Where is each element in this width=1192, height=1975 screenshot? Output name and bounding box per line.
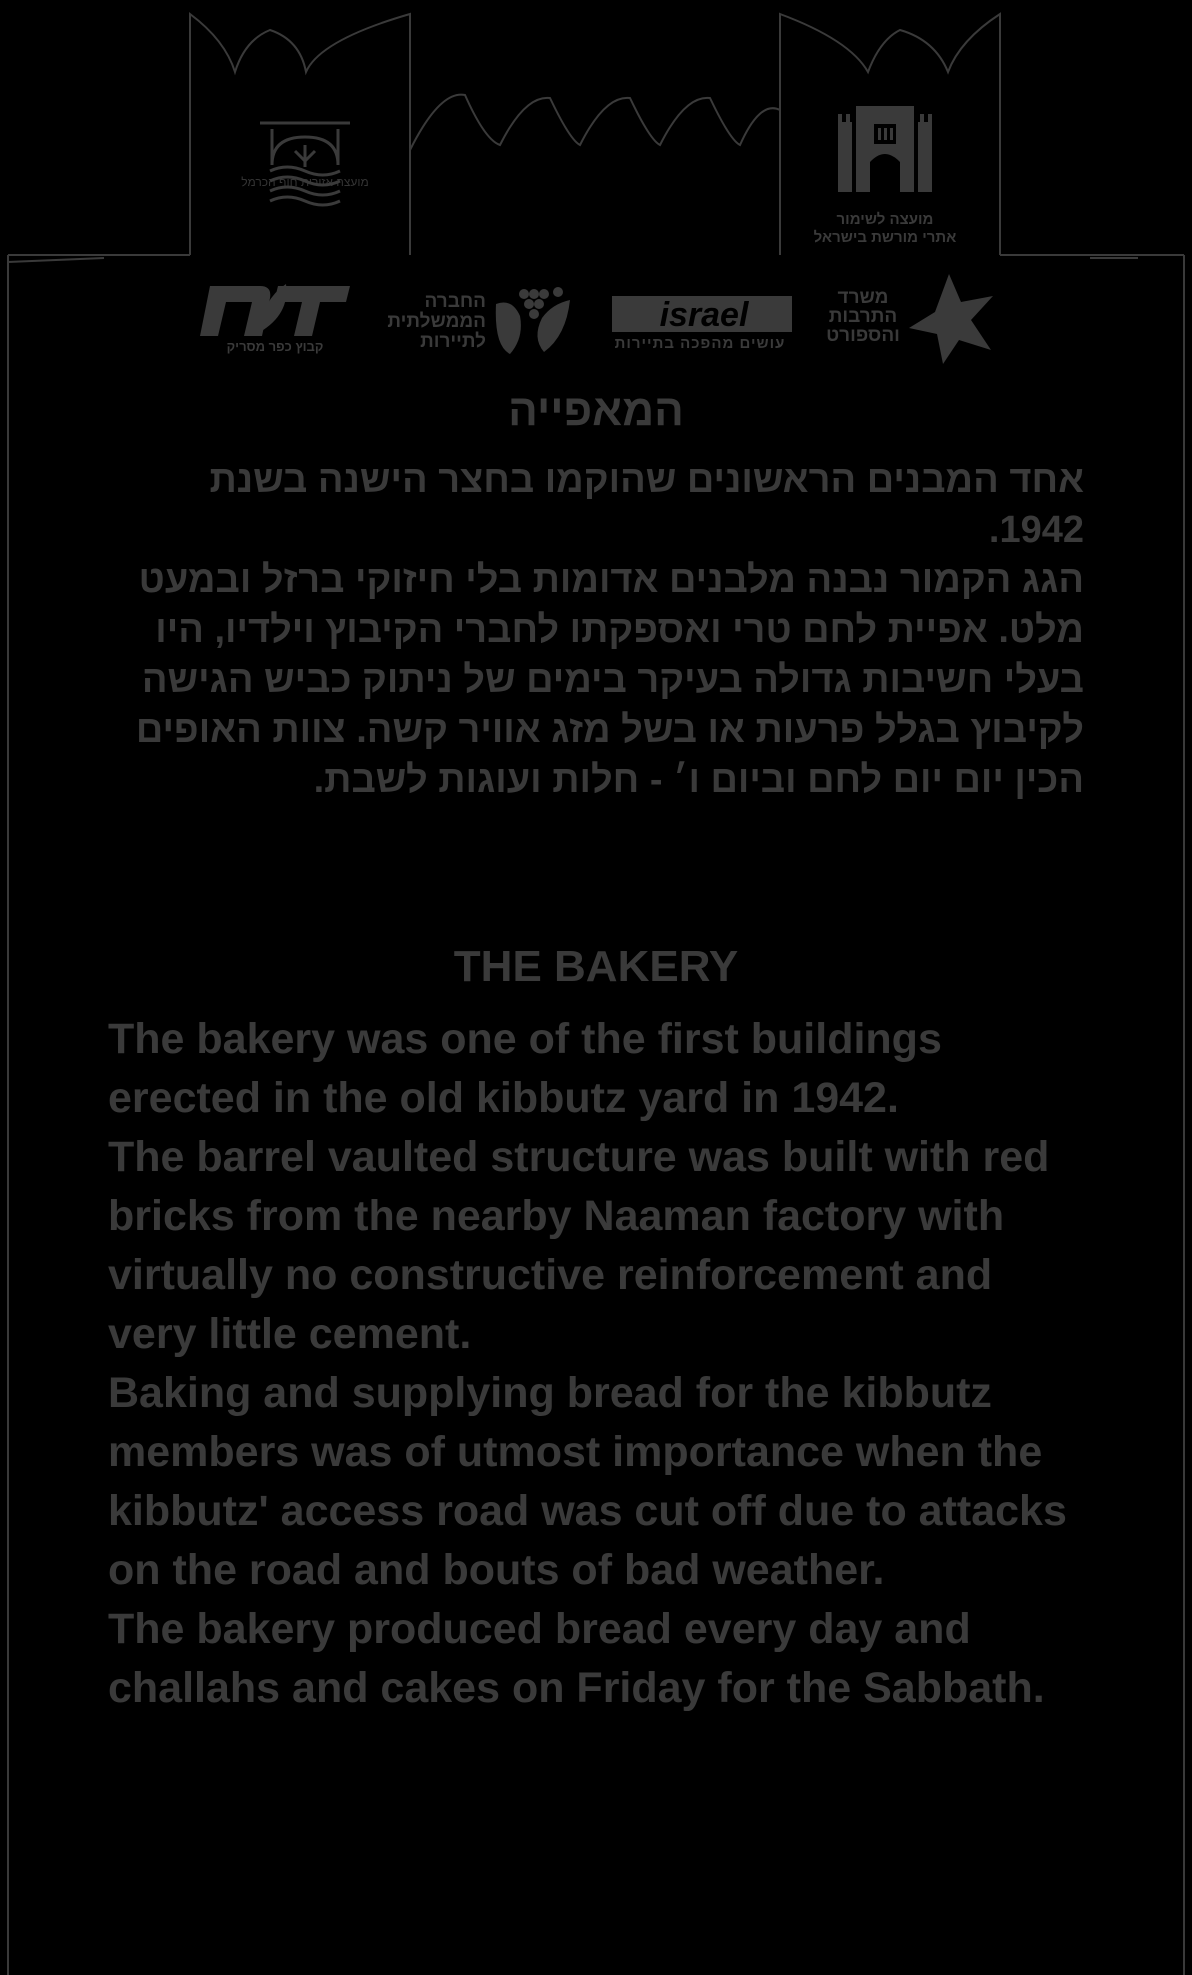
ministry-star-logo (905, 272, 997, 364)
kfar-masaryk-logo (200, 282, 350, 338)
ministry-caption-line3: והספורט (826, 325, 900, 346)
heritage-council-caption-line2: אתרי מורשת בישראל (813, 229, 957, 246)
israel-wordmark-text: israel (659, 296, 749, 334)
regional-council-caption: מועצה אזורית חוף הכרמל (241, 175, 369, 189)
israel-tourism-tagline: עושים מהפכה בתיירות (614, 335, 786, 352)
ministry-caption-line2: התרבות (828, 306, 898, 327)
ministry-caption-line1: משרד (837, 287, 889, 308)
heritage-council-logo (830, 100, 940, 200)
hebrew-title: המאפייה (508, 386, 684, 435)
english-paragraph-2: The barrel vaulted structure was built with red bricks from the nearby Naaman factory with virtually no constructive reinforcement and very little cement. (108, 1133, 1050, 1358)
heritage-council-caption-line1: מועצה לשימור (836, 211, 934, 228)
english-paragraph-4: The bakery produced bread every day and challahs and cakes on Friday for the Sabbath. (108, 1605, 1045, 1712)
grapes-icon (492, 286, 574, 356)
tourist-corporation-line3: לתיירות (420, 331, 486, 352)
english-paragraph-1: The bakery was one of the first buildings erected in the old kibbutz yard in 1942. (108, 1015, 942, 1122)
israel-tourism-logo (612, 288, 792, 338)
hebrew-paragraph-1: אחד המבנים הראשונים שהוקמו בחצר הישנה בשנת 1942. (209, 459, 1084, 551)
israel-wordmark-icon (612, 288, 792, 338)
tourist-corporation-logo (492, 286, 574, 356)
castle-icon (830, 100, 940, 200)
hebrew-paragraph-2: הגג הקמור נבנה מלבנים אדומות בלי חיזוקי ברזל ובמעט מלט. אפיית לחם טרי ואספקתו לחברי הקיבוץ וילדיו, היו בעלי חשיבות גדולה בעיקר בימים של ניתוק כביש הגישה לקיבוץ בגלל פרעות או בשל מזג אוויר קשה. צוות האופים הכין יום יום לחם וביום ו׳ - חלות ועוגות לשבת. (135, 559, 1084, 801)
star-icon (905, 272, 997, 364)
english-paragraph-3: Baking and supplying bread for the kibbutz members was of utmost importance when the kibbutz' access road was cut off due to attacks on the road and bouts of bad weather. (108, 1369, 1067, 1594)
english-title: THE BAKERY (453, 942, 739, 991)
hebrew-body (108, 455, 1084, 805)
leaf-icon (200, 282, 350, 338)
tourist-corporation-line1: החברה (424, 291, 486, 312)
tourist-corporation-line2: הממשלתית (387, 311, 486, 332)
regional-council-logo (250, 115, 360, 225)
arch-waves-icon (250, 115, 360, 225)
english-body (108, 1010, 1088, 1718)
kfar-masaryk-caption: קבוץ כפר מסריק (226, 339, 324, 354)
